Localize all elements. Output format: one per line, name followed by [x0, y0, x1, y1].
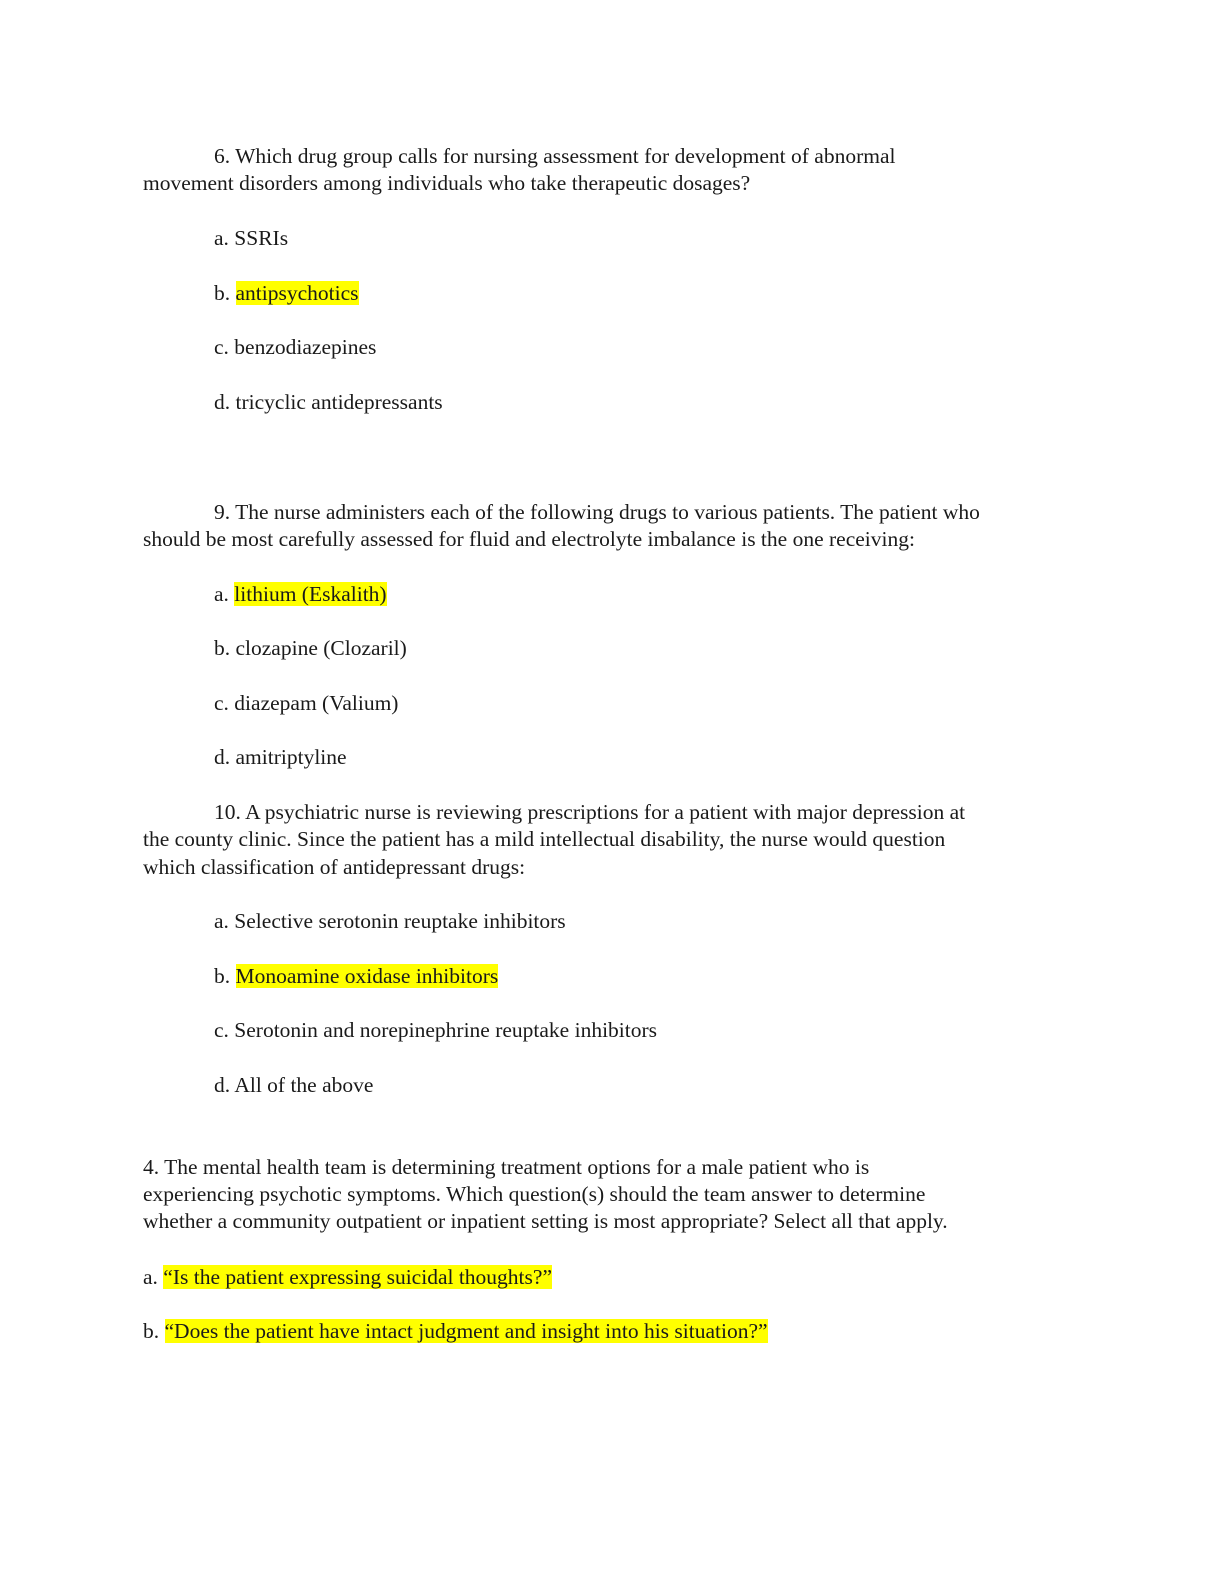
q9-stem-line-1: 9. The nurse administers each of the following drugs to various patients. The patient who [214, 500, 980, 524]
option-text-highlighted: antipsychotics [235, 281, 359, 305]
option-text-highlighted: lithium (Eskalith) [234, 582, 387, 606]
q9-option-b [214, 635, 407, 662]
option-text: All of the above [234, 1073, 374, 1097]
option-letter: d. [214, 745, 236, 769]
q4-stem-line-2: experiencing psychotic symptoms. Which question(s) should the team answer to determine [143, 1182, 926, 1206]
q6-option-c [214, 334, 376, 361]
option-letter: c. [214, 335, 235, 359]
option-letter: d. [214, 1073, 235, 1097]
q10-stem-line-3: which classification of antidepressant drugs: [143, 855, 526, 879]
q4-stem-line-1: 4. The mental health team is determining treatment options for a male patient who is [143, 1155, 870, 1179]
option-letter: a. [214, 226, 235, 250]
option-letter: b. [214, 281, 236, 305]
q6-option-d [214, 389, 443, 416]
q6-stem-line-1: 6. Which drug group calls for nursing assessment for development of abnormal [214, 144, 896, 168]
q9-option-a [214, 581, 387, 608]
option-text-highlighted: “Does the patient have intact judgment and insight into his situation?” [164, 1319, 768, 1343]
option-letter: b. [214, 636, 236, 660]
q10-stem-line-2: the county clinic. Since the patient has a mild intellectual disability, the nurse would question [143, 827, 946, 851]
option-text: Selective serotonin reuptake inhibitors [234, 909, 566, 933]
option-text: diazepam (Valium) [234, 691, 399, 715]
option-letter: a. [143, 1265, 164, 1289]
option-text: tricyclic antidepressants [235, 390, 443, 414]
q6-stem-line-2: movement disorders among individuals who take therapeutic dosages? [143, 171, 751, 195]
option-text: clozapine (Clozaril) [235, 636, 407, 660]
q10-stem-line-1: 10. A psychiatric nurse is reviewing prescriptions for a patient with major depression at [214, 800, 966, 824]
option-letter: d. [214, 390, 236, 414]
q10-option-c [214, 1017, 657, 1044]
q10-option-b [214, 963, 498, 990]
option-letter: b. [143, 1319, 165, 1343]
q4-stem-line-3: whether a community outpatient or inpatient setting is most appropriate? Select all that apply. [143, 1209, 948, 1233]
option-letter: c. [214, 691, 235, 715]
q9-option-c [214, 690, 398, 717]
option-letter: c. [214, 1018, 235, 1042]
q4-option-b [143, 1318, 768, 1345]
option-letter: a. [214, 909, 235, 933]
option-text: benzodiazepines [234, 335, 377, 359]
q6-option-b [214, 280, 359, 307]
option-text: SSRIs [234, 226, 289, 250]
option-letter: a. [214, 582, 235, 606]
q9-stem-line-2: should be most carefully assessed for fluid and electrolyte imbalance is the one receiving: [143, 527, 915, 551]
option-text-highlighted: Monoamine oxidase inhibitors [235, 964, 499, 988]
option-letter: b. [214, 964, 236, 988]
option-text: Serotonin and norepinephrine reuptake inhibitors [234, 1018, 658, 1042]
option-text-highlighted: “Is the patient expressing suicidal thoughts?” [163, 1265, 552, 1289]
q9-option-d [214, 744, 347, 771]
q10-option-a [214, 908, 566, 935]
option-text: amitriptyline [235, 745, 347, 769]
q4-option-a [143, 1264, 552, 1291]
q10-option-d [214, 1072, 373, 1099]
q6-option-a [214, 225, 288, 252]
